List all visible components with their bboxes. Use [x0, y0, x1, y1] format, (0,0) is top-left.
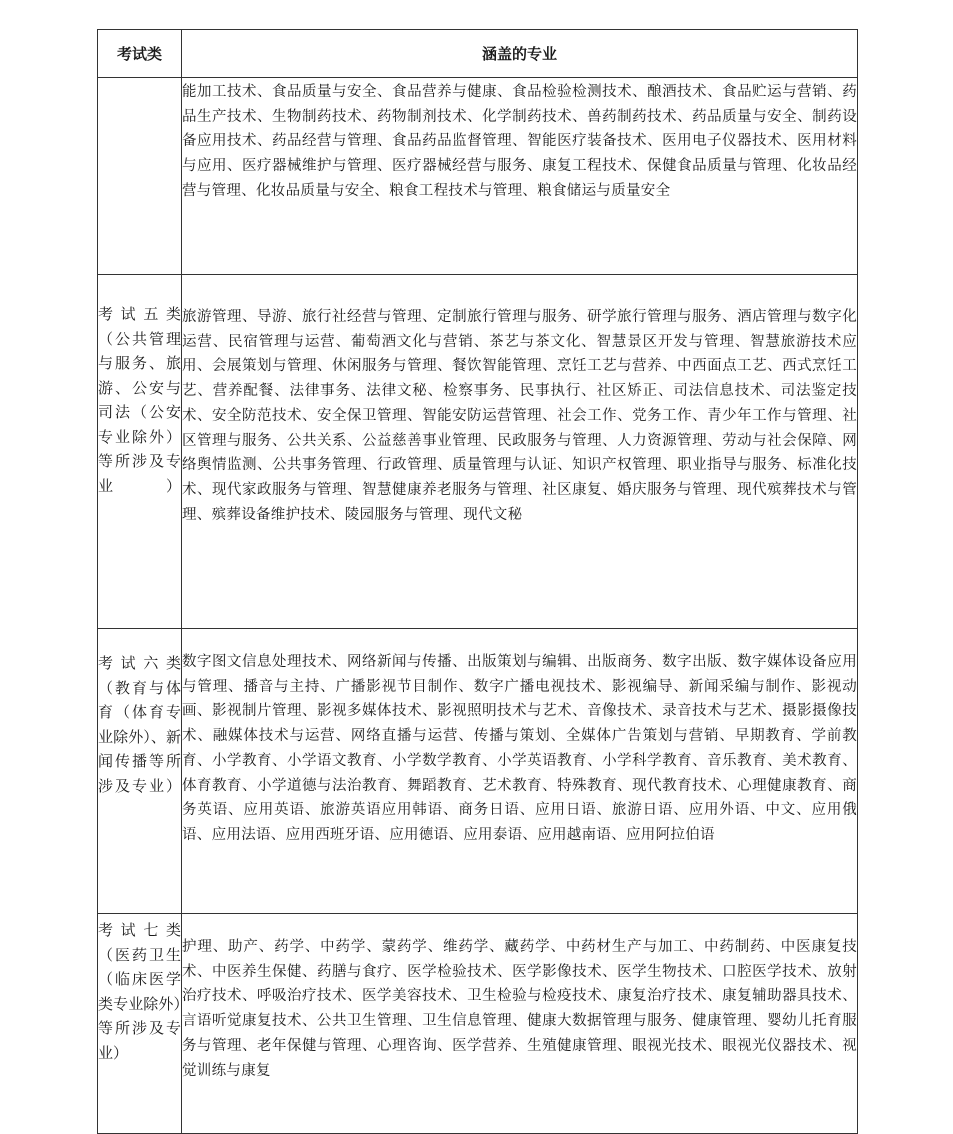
- category-cell: 考试六类（教育与体育（体育专业除外）、新闻传播等所涉及专业）: [98, 629, 182, 914]
- table-row: [98, 78, 858, 275]
- table-row: [98, 914, 858, 1134]
- majors-cell: 能加工技术、食品质量与安全、食品营养与健康、食品检验检测技术、酿酒技术、食品贮运与营销、药品生产技术、生物制药技术、药物制剂技术、化学制药技术、兽药制药技术、药品质量与安全、制药设备应用技术、药品经营与管理、食品药品监督管理、智能医疗装备技术、医用电子仪器技术、医用材料与应用、医疗器械维护与管理、医疗器械经营与服务、康复工程技术、保健食品质量与管理、化妆品经营与管理、化妆品质量与安全、粮食工程技术与管理、粮食储运与质量安全: [182, 78, 858, 275]
- majors-cell: 旅游管理、导游、旅行社经营与管理、定制旅行管理与服务、研学旅行管理与服务、酒店管理与数字化运营、民宿管理与运营、葡萄酒文化与营销、茶艺与茶文化、智慧景区开发与管理、智慧旅游技术应用、会展策划与管理、休闲服务与管理、餐饮智能管理、烹饪工艺与营养、中西面点工艺、西式烹饪工艺、营养配餐、法律事务、法律文秘、检察事务、民事执行、社区矫正、司法信息技术、司法鉴定技术、安全防范技术、安全保卫管理、智能安防运营管理、社会工作、党务工作、青少年工作与管理、社区管理与服务、公共关系、公益慈善事业管理、民政服务与管理、人力资源管理、劳动与社会保障、网络舆情监测、公共事务管理、行政管理、质量管理与认证、知识产权管理、职业指导与服务、标准化技术、现代家政服务与管理、智慧健康养老服务与管理、社区康复、婚庆服务与管理、现代殡葬技术与管理、殡葬设备维护技术、陵园服务与管理、现代文秘: [182, 275, 858, 629]
- majors-table: [97, 29, 858, 1134]
- category-cell: 考试七类（医药卫生（临床医学类专业除外）等所涉及专业）: [98, 914, 182, 1134]
- table-header-row: [98, 30, 858, 78]
- header-majors: 涵盖的专业: [182, 30, 858, 78]
- majors-cell: 数字图文信息处理技术、网络新闻与传播、出版策划与编辑、出版商务、数字出版、数字媒体设备应用与管理、播音与主持、广播影视节目制作、数字广播电视技术、影视编导、新闻采编与制作、影视动画、影视制片管理、影视多媒体技术、影视照明技术与艺术、音像技术、录音技术与艺术、摄影摄像技术、融媒体技术与运营、网络直播与运营、传播与策划、全媒体广告策划与营销、早期教育、学前教育、小学教育、小学语文教育、小学数学教育、小学英语教育、小学科学教育、音乐教育、美术教育、体育教育、小学道德与法治教育、舞蹈教育、艺术教育、特殊教育、现代教育技术、心理健康教育、商务英语、应用英语、旅游英语应用韩语、商务日语、应用日语、旅游日语、应用外语、中文、应用俄语、应用法语、应用西班牙语、应用德语、应用泰语、应用越南语、应用阿拉伯语: [182, 629, 858, 914]
- category-cell: 考试五类（公共管理与服务、旅游、公安与司法（公安专业除外）等所涉及专业）: [98, 275, 182, 629]
- header-category: 考试类: [98, 30, 182, 78]
- table-row: [98, 275, 858, 629]
- table-row: [98, 629, 858, 914]
- majors-cell: 护理、助产、药学、中药学、蒙药学、维药学、藏药学、中药材生产与加工、中药制药、中医康复技术、中医养生保健、药膳与食疗、医学检验技术、医学影像技术、医学生物技术、口腔医学技术、放射治疗技术、呼吸治疗技术、医学美容技术、卫生检验与检疫技术、康复治疗技术、康复辅助器具技术、言语听觉康复技术、公共卫生管理、卫生信息管理、健康大数据管理与服务、健康管理、婴幼儿托育服务与管理、老年保健与管理、心理咨询、医学营养、生殖健康管理、眼视光技术、眼视光仪器技术、视觉训练与康复: [182, 914, 858, 1134]
- category-cell: [98, 78, 182, 275]
